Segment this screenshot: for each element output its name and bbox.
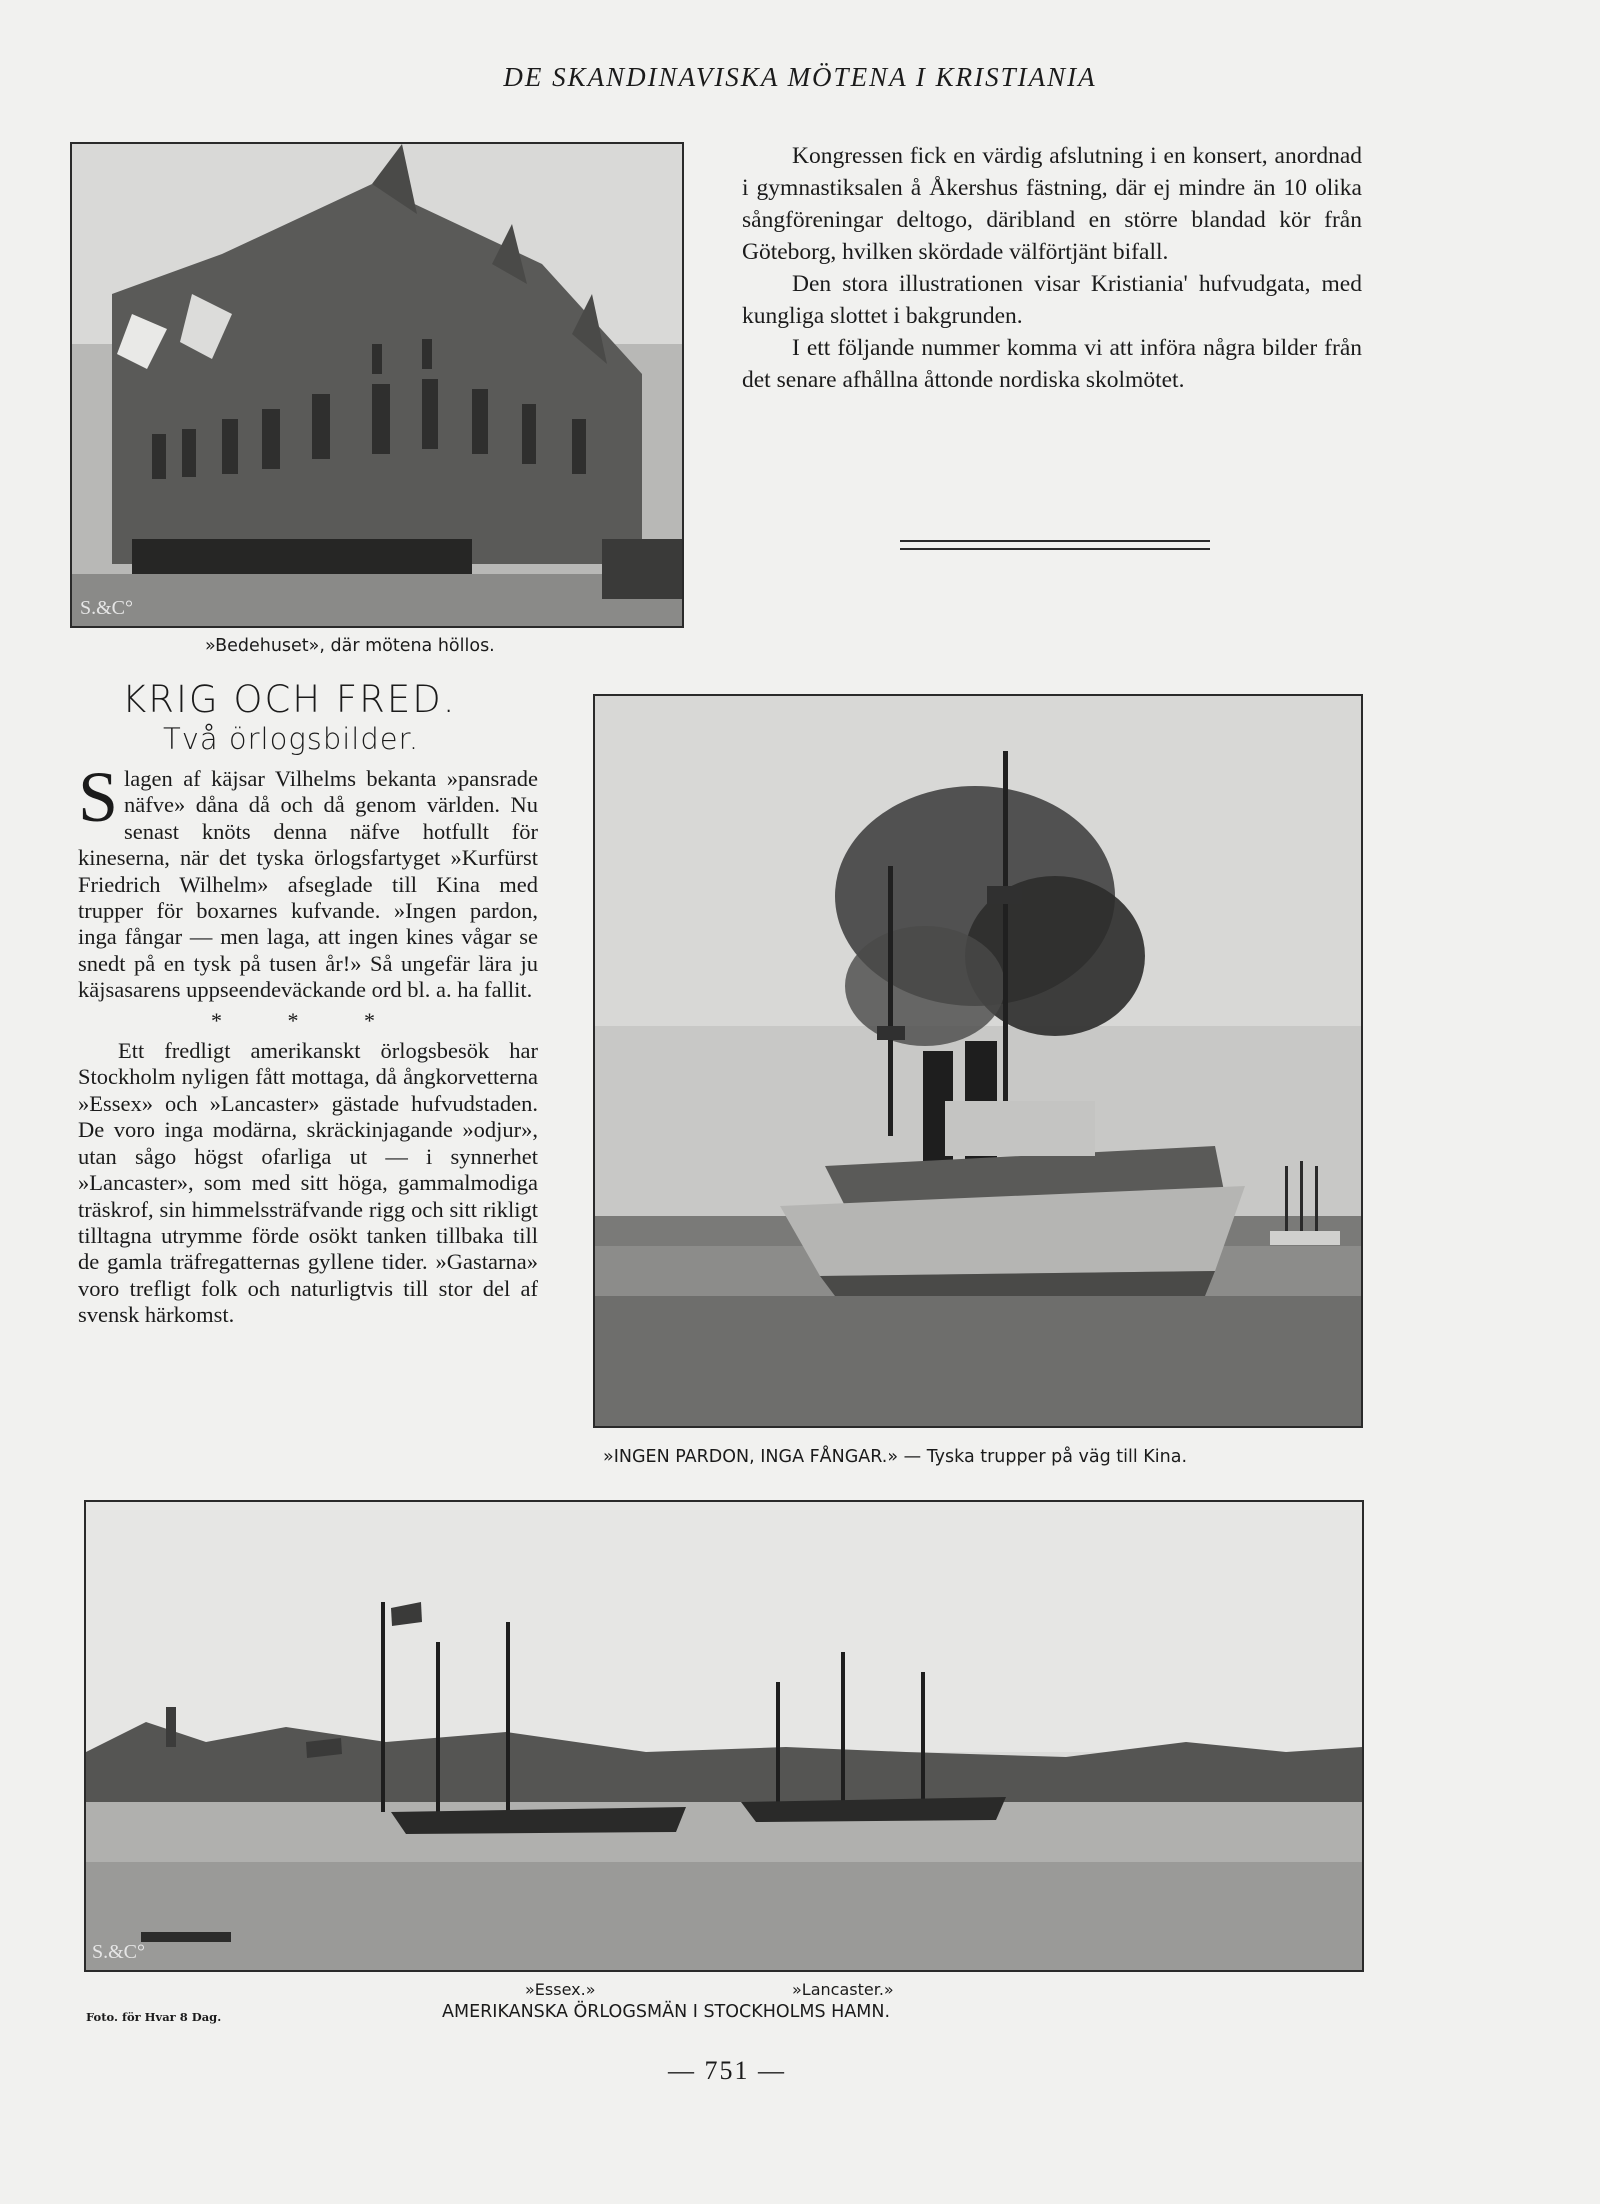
photo-warship: [593, 694, 1363, 1428]
running-title: DE SKANDINAVISKA MÖTENA I KRISTIANIA: [503, 62, 1097, 92]
right-column-text: [742, 140, 1362, 396]
bedehuset-building-illustration: [72, 144, 682, 626]
article-para-2: Ett fredligt amerikanskt örlogsbesök har Stockholm nyligen fått mottaga, då ångkorvetterna »Essex» och »Lancaster» gästade hufvudstaden. De voro inga modärna, skräckinjagande »odjur», utan sågo högst ofarliga ut — i synnerhet »Lancaster», som med sitt höga, gammalmodiga träskrof, sin himmelssträfvande rigg och sitt rikligt tilltagna utrymme förde osökt tanken tillbaka till de gamla träfregatternas gyllene tider. »Gastarna» voro trefligt folk och naturligtvis till stor del af svensk härkomst.: [78, 1038, 538, 1328]
photo-harbor: [84, 1500, 1364, 1972]
warship-illustration: [595, 696, 1361, 1426]
section-rule-top: [900, 540, 1210, 542]
page-number: — 751 —: [668, 2056, 786, 2085]
section-separator: * * *: [211, 1007, 405, 1033]
article-subtitle: Två örlogsbilder.: [163, 722, 420, 756]
section-rule-bottom: [900, 548, 1210, 550]
paragraph-illustration: Den stora illustrationen visar Kristiania' hufvudgata, med kungliga slottet i bakgrunden.: [742, 271, 1362, 329]
caption-bedehuset: »Bedehuset», där mötena höllos.: [205, 636, 495, 656]
caption-harbor-title: AMERIKANSKA ÖRLOGSMÄN I STOCKHOLMS HAMN.: [442, 2002, 891, 2022]
photo-bedehuset: [70, 142, 684, 628]
label-essex: »Essex.»: [525, 1980, 596, 1999]
photo-bedehuset-mark: S.&C°: [80, 597, 134, 619]
harbor-illustration: [86, 1502, 1362, 1970]
caption-warship: »INGEN PARDON, INGA FÅNGAR.» — Tyska trupper på väg till Kina.: [603, 1447, 1188, 1467]
paragraph-skolmote: I ett följande nummer komma vi att införa några bilder från det senare afhållna åttonde nordiska skolmötet.: [742, 335, 1362, 393]
article-body: [78, 757, 538, 1329]
article-para-1: [78, 757, 538, 1004]
drop-cap: S: [78, 757, 119, 837]
paragraph-konsert: Kongressen fick en värdig afslutning i en konsert, anordnad i gymnastiksalen å Åkershus fästning, där ej mindre än 10 olika sångföreningar deltogo, däribland en större blandad kör från Göteborg, hvilken skördade välförtjänt bifall.: [742, 143, 1362, 265]
label-lancaster: »Lancaster.»: [792, 1980, 894, 1999]
article-para-1-text: lagen af käjsar Vilhelms bekanta »pansrade näfve» dåna då och då genom världen. Nu senast knöts denna näfve hotfullt för kineserna, när det tyska örlogsfartyget »Kurfürst Friedrich Wilhelm» afseglade till Kina med trupper för boxarnes kufvande. »Ingen pardon, inga fångar — men laga, att ingen kines vågar se snedt på en tysk på tusen år!» Så ungefär lära ju käjsasarens uppseendeväckande ord bl. a. ha fallit.: [78, 766, 538, 1003]
article-title: KRIG OCH FRED.: [122, 678, 457, 721]
photo-credit: Foto. för Hvar 8 Dag.: [86, 2010, 222, 2024]
photo-harbor-mark: S.&C°: [92, 1941, 146, 1963]
